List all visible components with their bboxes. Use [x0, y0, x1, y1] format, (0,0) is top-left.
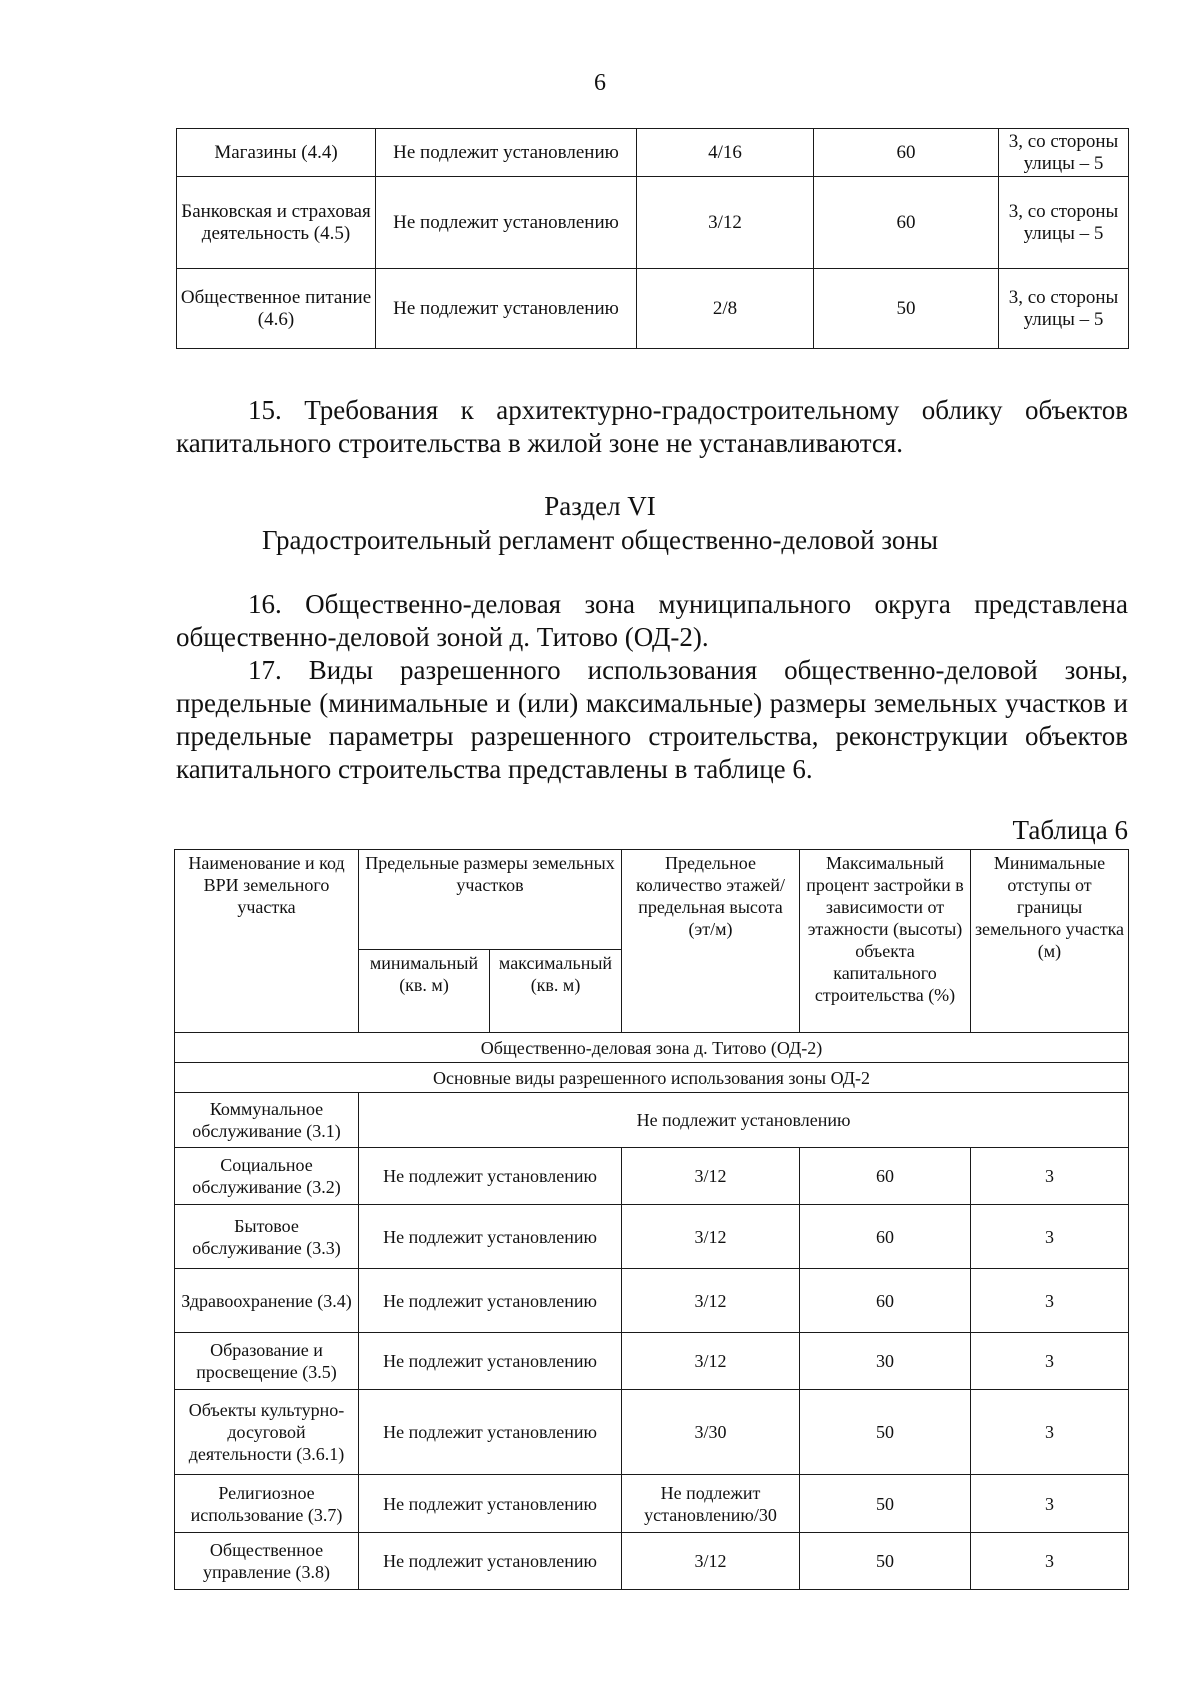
build-percent: 60: [800, 1148, 971, 1205]
use-name: Магазины (4.4): [177, 129, 376, 177]
plot-size: Не подлежит установлению: [359, 1475, 622, 1533]
setback: 3, со стороны улицы – 5: [999, 129, 1129, 177]
floors-height: 2/8: [637, 269, 814, 349]
floors-height: 3/12: [637, 177, 814, 269]
use-name: Общественное питание (4.6): [177, 269, 376, 349]
use-name: Банковская и страховая деятельность (4.5): [177, 177, 376, 269]
table-row: [175, 1475, 1129, 1533]
paragraph-15: 15. Требования к архитектурно-градостроительному облику объектов капитального строительства в жилой зоне не устанавливаются.: [176, 395, 1128, 458]
paragraph-16: 16. Общественно-деловая зона муниципального округа представлена общественно-деловой зоной д. Титово (ОД-2).: [176, 589, 1128, 652]
floors-height: Не подлежит установлению/30: [622, 1475, 800, 1533]
use-name: Объекты культурно-досуговой деятельности (3.6.1): [175, 1390, 359, 1475]
main-types-title: Основные виды разрешенного использования зоны ОД-2: [175, 1063, 1129, 1093]
table-row: [175, 1093, 1129, 1148]
main-table: [174, 849, 1129, 1590]
header-setback: Минимальные отступы от границы земельного участка (м): [971, 850, 1129, 1033]
header-sizes: Предельные размеры земельных участков: [359, 850, 622, 950]
table-row: [177, 177, 1129, 269]
use-name: Религиозное использование (3.7): [175, 1475, 359, 1533]
table-row: [177, 129, 1129, 177]
setback: 3: [971, 1205, 1129, 1269]
plot-size: Не подлежит установлению: [359, 1148, 622, 1205]
setback: 3: [971, 1148, 1129, 1205]
plot-size: Не подлежит установлению: [376, 269, 637, 349]
table-row: [175, 1390, 1129, 1475]
setback: 3, со стороны улицы – 5: [999, 177, 1129, 269]
table-row: [175, 1269, 1129, 1333]
section-subtitle: Градостроительный регламент общественно-деловой зоны: [262, 525, 938, 555]
build-percent: 60: [814, 177, 999, 269]
floors-height: 3/12: [622, 1269, 800, 1333]
setback: 3: [971, 1533, 1129, 1590]
build-percent: 60: [800, 1269, 971, 1333]
build-percent: 50: [800, 1390, 971, 1475]
setback: 3: [971, 1333, 1129, 1390]
header-name: Наименование и код ВРИ земельного участка: [175, 850, 359, 1033]
floors-height: 4/16: [637, 129, 814, 177]
use-name: Общественное управление (3.8): [175, 1533, 359, 1590]
table-row: [177, 269, 1129, 349]
plot-size: Не подлежит установлению: [376, 129, 637, 177]
use-name: Здравоохранение (3.4): [175, 1269, 359, 1333]
plot-size: Не подлежит установлению: [359, 1269, 622, 1333]
use-name: Образование и просвещение (3.5): [175, 1333, 359, 1390]
page-number: 6: [594, 70, 606, 96]
merged-value: Не подлежит установлению: [359, 1093, 1129, 1148]
use-name: Социальное обслуживание (3.2): [175, 1148, 359, 1205]
table-caption: Таблица 6: [1012, 815, 1128, 845]
build-percent: 50: [814, 269, 999, 349]
header-min: минимальный (кв. м): [359, 950, 490, 1033]
plot-size: Не подлежит установлению: [376, 177, 637, 269]
floors-height: 3/12: [622, 1148, 800, 1205]
setback: 3: [971, 1269, 1129, 1333]
table-row: [175, 1533, 1129, 1590]
paragraph-17: 17. Виды разрешенного использования общественно-деловой зоны, предельные (минимальные и (или) максимальные) размеры земельных участков и предельные параметры разрешенного строительства, реконструкции объектов капитального строительства представлены в таблице 6.: [176, 655, 1128, 784]
floors-height: 3/12: [622, 1333, 800, 1390]
table-row: [175, 1333, 1129, 1390]
header-percent: Максимальный процент застройки в зависимости от этажности (высоты) объекта капитального строительства (%): [800, 850, 971, 1033]
header-row: [175, 850, 1129, 950]
build-percent: 30: [800, 1333, 971, 1390]
plot-size: Не подлежит установлению: [359, 1333, 622, 1390]
build-percent: 50: [800, 1475, 971, 1533]
zone-row: [175, 1033, 1129, 1063]
setback: 3: [971, 1390, 1129, 1475]
floors-height: 3/30: [622, 1390, 800, 1475]
table-row: [175, 1205, 1129, 1269]
build-percent: 60: [800, 1205, 971, 1269]
plot-size: Не подлежит установлению: [359, 1390, 622, 1475]
zone-title: Общественно-деловая зона д. Титово (ОД-2): [175, 1033, 1129, 1063]
header-floors: Предельное количество этажей/ предельная высота (эт/м): [622, 850, 800, 1033]
section-title: Раздел VI: [544, 491, 656, 521]
build-percent: 60: [814, 129, 999, 177]
main-types-row: [175, 1063, 1129, 1093]
plot-size: Не подлежит установлению: [359, 1205, 622, 1269]
floors-height: 3/12: [622, 1205, 800, 1269]
floors-height: 3/12: [622, 1533, 800, 1590]
plot-size: Не подлежит установлению: [359, 1533, 622, 1590]
setback: 3, со стороны улицы – 5: [999, 269, 1129, 349]
header-max: максимальный (кв. м): [490, 950, 622, 1033]
table-row: [175, 1148, 1129, 1205]
build-percent: 50: [800, 1533, 971, 1590]
use-name: Бытовое обслуживание (3.3): [175, 1205, 359, 1269]
setback: 3: [971, 1475, 1129, 1533]
top-table: [176, 128, 1129, 349]
use-name: Коммунальное обслуживание (3.1): [175, 1093, 359, 1148]
